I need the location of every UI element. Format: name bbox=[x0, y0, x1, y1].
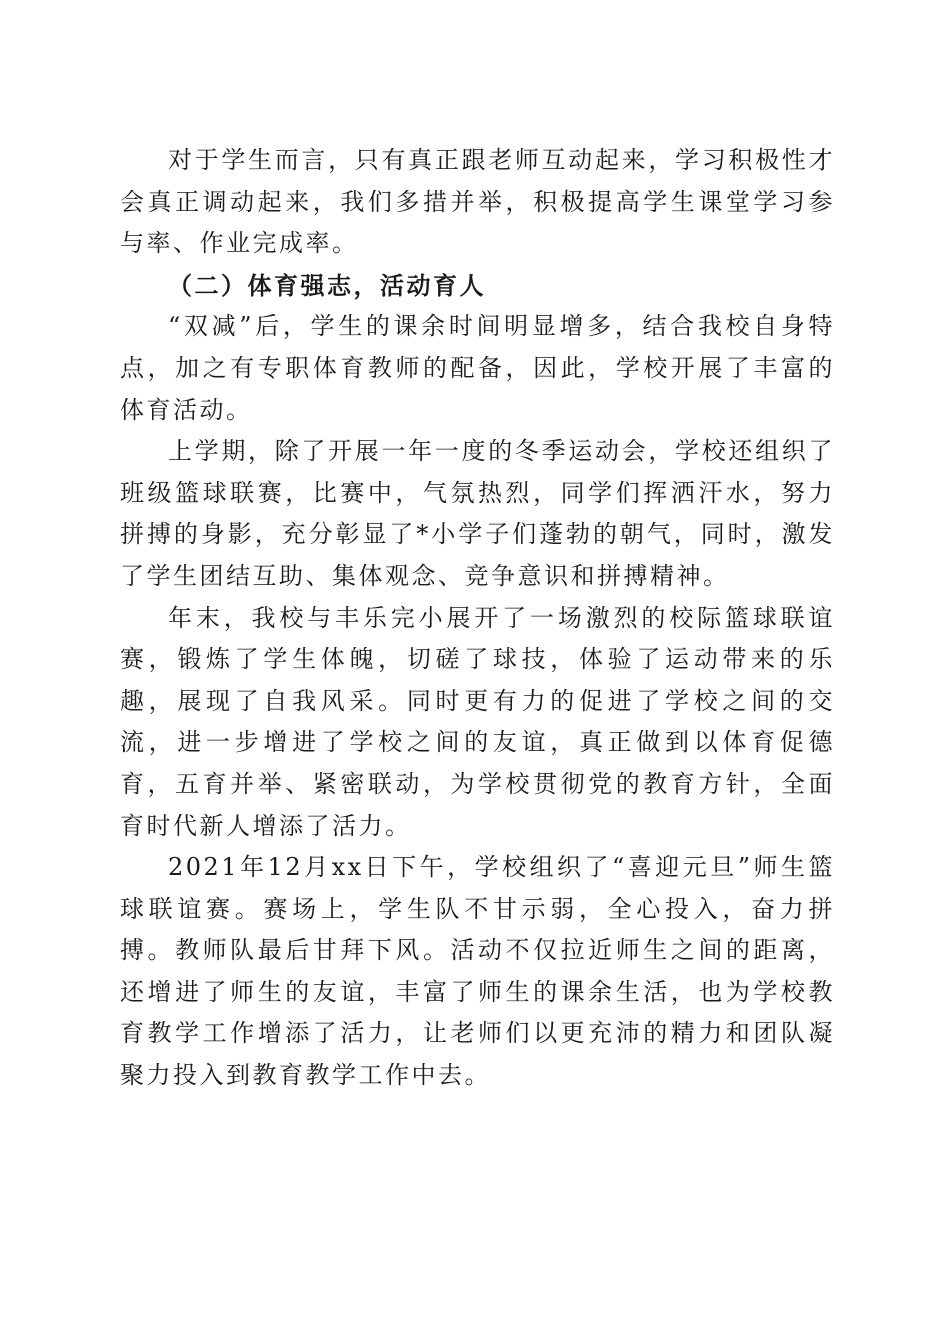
paragraph-year-end-match: 年末，我校与丰乐完小展开了一场激烈的校际篮球联谊赛，锻炼了学生体魄，切磋了球技，体验了运动带来的乐趣，展现了自我风采。同时更有力的促进了学校之间的交流，进一步增进了学校之间的友谊，真正做到以体育促德育，五育并举、紧密联动，为学校贯彻党的教育方针，全面育时代新人增添了活力。 bbox=[120, 603, 835, 840]
paragraph-last-semester: 上学期，除了开展一年一度的冬季运动会，学校还组织了班级篮球联赛，比赛中，气氛热烈，同学们挥洒汗水，努力拼搏的身影，充分彰显了*小学子们蓬勃的朝气，同时，激发了学生团结互助、集体观念、竞争意识和拼搏精神。 bbox=[120, 437, 835, 590]
section-heading-sports: （二）体育强志，活动育人 bbox=[168, 270, 486, 300]
paragraph-new-year-match: 2021年12月xx日下午，学校组织了“喜迎元旦”师生篮球联谊赛。赛场上，学生队不甘示弱，全心投入，奋力拼搏。教师队最后甘拜下风。活动不仅拉近师生之间的距离，还增进了师生的友谊，丰富了师生的课余生活，也为学校教育教学工作增添了活力，让老师们以更充沛的精力和团队凝聚力投入到教育教学工作中去。 bbox=[120, 853, 835, 1090]
document-body bbox=[120, 140, 835, 1097]
paragraph-double-reduction: “双减”后，学生的课余时间明显增多，结合我校自身特点，加之有专职体育教师的配备，因此，学校开展了丰富的体育活动。 bbox=[120, 312, 835, 424]
paragraph-student-interaction: 对于学生而言，只有真正跟老师互动起来，学习积极性才会真正调动起来，我们多措并举，积极提高学生课堂学习参与率、作业完成率。 bbox=[120, 146, 835, 258]
